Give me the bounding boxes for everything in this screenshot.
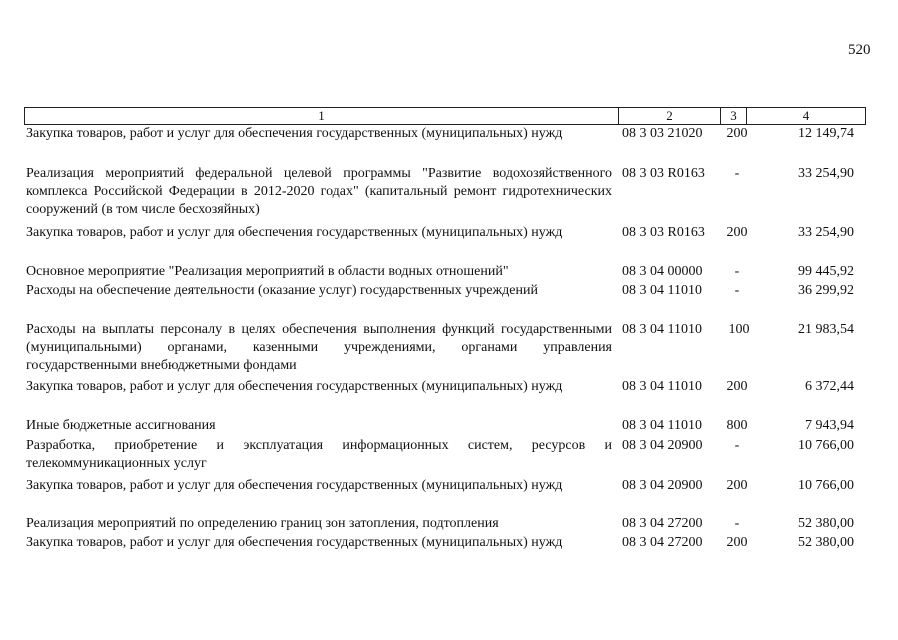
row-code: 08 3 04 20900 — [622, 438, 703, 453]
row-type: 200 — [726, 535, 748, 550]
row-sum: 33 254,90 — [798, 166, 854, 181]
row-code: 08 3 04 11010 — [622, 322, 702, 337]
row-code: 08 3 03 21020 — [622, 126, 703, 141]
header-col-3: 3 — [721, 108, 747, 124]
row-sum: 6 372,44 — [805, 379, 854, 394]
row-type: 200 — [726, 478, 748, 493]
header-col-1: 1 — [25, 108, 619, 124]
row-name: Закупка товаров, работ и услуг для обеспечения государственных (муниципальных) нужд — [26, 225, 563, 240]
row-name: Иные бюджетные ассигнования — [26, 418, 216, 433]
row-sum: 52 380,00 — [798, 535, 854, 550]
table-header — [24, 107, 866, 125]
row-type: 200 — [726, 379, 748, 394]
header-col-4: 4 — [802, 108, 810, 123]
row-type: - — [734, 264, 740, 279]
row-sum: 10 766,00 — [798, 478, 854, 493]
row-type: - — [734, 166, 740, 181]
row-sum: 52 380,00 — [798, 516, 854, 531]
row-code: 08 3 04 27200 — [622, 535, 703, 550]
row-code: 08 3 04 27200 — [622, 516, 703, 531]
row-code: 08 3 03 R0163 — [622, 225, 705, 240]
row-sum: 10 766,00 — [798, 438, 854, 453]
row-code: 08 3 03 R0163 — [622, 166, 705, 181]
row-name: Основное мероприятие "Реализация мероприятий в области водных отношений" — [26, 264, 509, 279]
row-name: Разработка, приобретение и эксплуатация информационных систем, ресурсов и телекоммуникационных услуг — [26, 438, 612, 471]
row-name: Реализация мероприятий по определению границ зон затопления, подтопления — [26, 516, 499, 531]
row-code: 08 3 04 11010 — [622, 379, 702, 394]
row-sum: 12 149,74 — [798, 126, 854, 141]
row-code: 08 3 04 11010 — [622, 418, 702, 433]
row-name: Закупка товаров, работ и услуг для обеспечения государственных (муниципальных) нужд — [26, 379, 563, 394]
row-sum: 36 299,92 — [798, 283, 854, 298]
row-code: 08 3 04 11010 — [622, 283, 702, 298]
row-sum: 99 445,92 — [798, 264, 854, 279]
page-number: 520 — [848, 42, 871, 58]
row-sum: 21 983,54 — [798, 322, 854, 337]
row-type: - — [734, 283, 740, 298]
row-sum: 33 254,90 — [798, 225, 854, 240]
row-name: Реализация мероприятий федеральной целевой программы "Развитие водохозяйственного комплекса Российской Федерации в 2012-2020 годах" (капитальный ремонт гидротехнических сооружений (в том числе бесхозяйных) — [26, 166, 612, 217]
row-type: - — [734, 438, 740, 453]
row-type: 100 — [728, 322, 750, 337]
row-type: 800 — [726, 418, 748, 433]
row-sum: 7 943,94 — [805, 418, 854, 433]
row-name: Расходы на выплаты персоналу в целях обеспечения выполнения функций государственными (муниципальными) органами, казенными учреждениями, органами управления государственными внебюджетными фондами — [26, 322, 612, 373]
row-type: - — [734, 516, 740, 531]
row-code: 08 3 04 00000 — [622, 264, 703, 279]
header-col-2: 2 — [619, 108, 721, 124]
row-name: Расходы на обеспечение деятельности (оказание услуг) государственных учреждений — [26, 283, 538, 298]
row-code: 08 3 04 20900 — [622, 478, 703, 493]
row-name: Закупка товаров, работ и услуг для обеспечения государственных (муниципальных) нужд — [26, 478, 563, 493]
row-name: Закупка товаров, работ и услуг для обеспечения государственных (муниципальных) нужд — [26, 535, 563, 550]
row-name: Закупка товаров, работ и услуг для обеспечения государственных (муниципальных) нужд — [26, 126, 563, 141]
row-type: 200 — [726, 225, 748, 240]
row-type: 200 — [726, 126, 748, 141]
